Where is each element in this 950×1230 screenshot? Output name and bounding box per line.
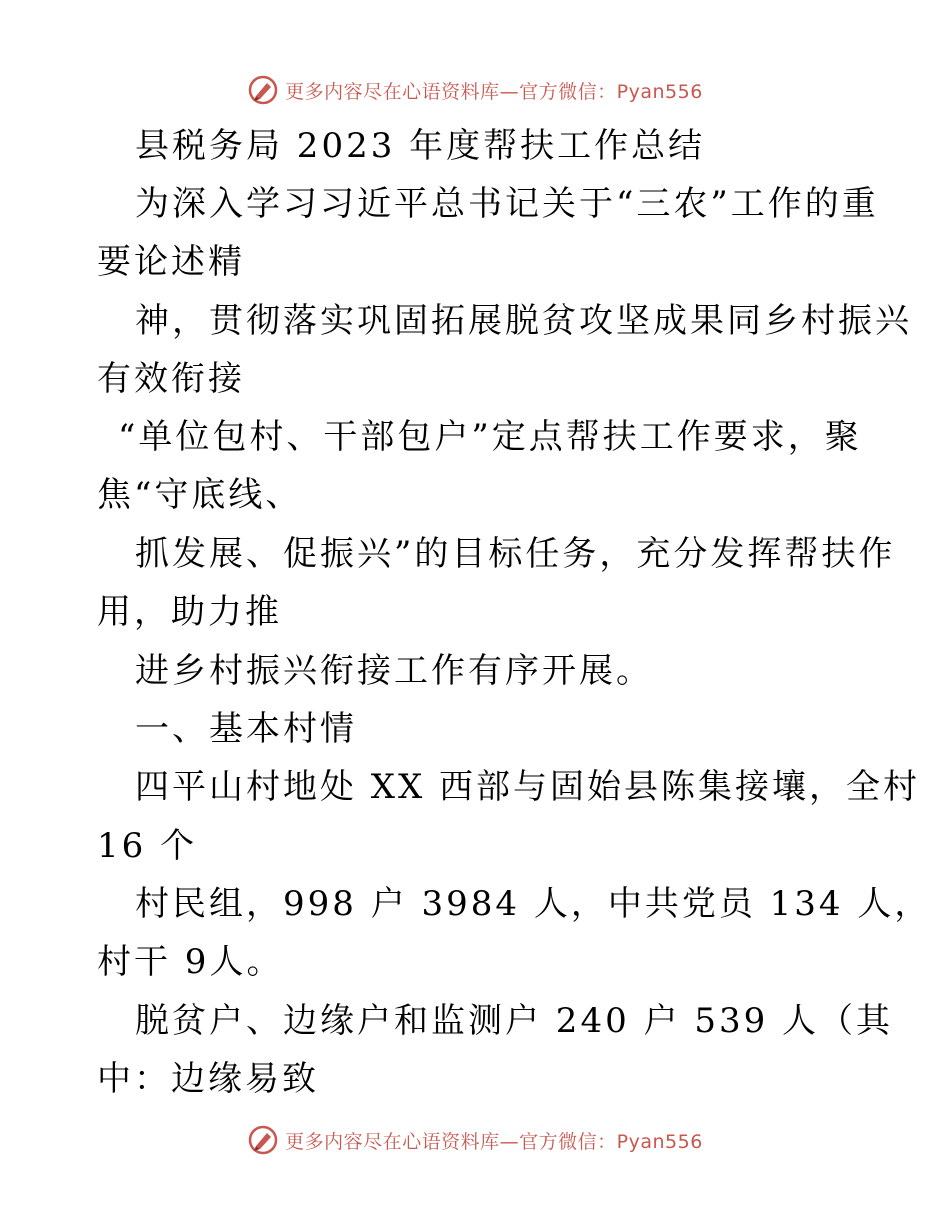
text-line: “单位包村、干部包户”定点帮扶工作要求，聚 [118,417,862,457]
text-line: 要论述精 [97,242,245,282]
text-line: 神，贯彻落实巩固拓展脱贫攻坚成果同乡村振兴 [135,301,912,341]
text-line: 四平山村地处 XX 西部与固始县陈集接壤，全村 [135,767,921,807]
text-line: 进乡村振兴衔接工作有序开展。 [135,651,653,691]
text-line: 村干 9人。 [97,942,284,982]
text-line: 为深入学习习近平总书记关于“三农”工作的重 [135,184,879,224]
text-line: 抓发展、促振兴”的目标任务，充分发挥帮扶作 [135,534,896,574]
watermark-header [0,70,950,110]
text-line: 焦“守底线、 [97,475,303,515]
pen-logo-icon [247,74,279,106]
watermark-footer [0,1120,950,1160]
text-line: 脱贫户、边缘户和监测户 240 户 539 人（其 [135,1001,894,1041]
text-line: 村民组，998 户 3984 人，中共党员 134 人， [135,884,932,924]
text-line: 16 个 [97,826,198,866]
pen-logo-icon [247,1124,279,1156]
text-line: 有效衔接 [97,359,245,399]
text-line: 中：边缘易致 [97,1059,319,1099]
document-title: 县税务局 2023 年度帮扶工作总结 [135,126,706,166]
watermark-text: 更多内容尽在心语资料库—官方微信：Pyan556 [285,80,703,103]
watermark-text: 更多内容尽在心语资料库—官方微信：Pyan556 [285,1130,703,1153]
section-heading: 一、基本村情 [135,709,357,749]
text-line: 用，助力推 [97,592,282,632]
